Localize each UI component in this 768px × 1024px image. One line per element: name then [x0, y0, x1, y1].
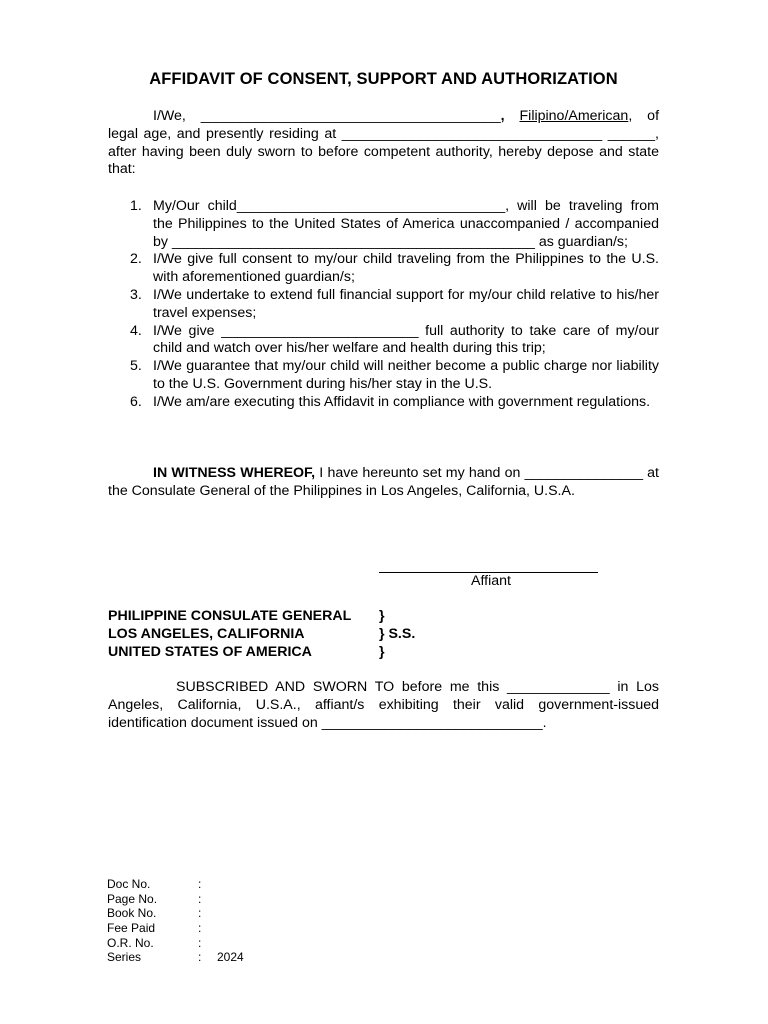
- jurat-date-blank: _____________: [507, 679, 610, 695]
- notarial-colon: :: [198, 935, 202, 950]
- id-issued-blank: ____________________________: [321, 714, 543, 731]
- list-item: [108, 358, 659, 394]
- document-title: AFFIDAVIT OF CONSENT, SUPPORT AND AUTHORIZATION: [149, 70, 618, 88]
- jurat-text: .: [542, 714, 547, 731]
- witness-heading: IN WITNESS WHEREOF,: [153, 465, 316, 481]
- item-number: 4.: [130, 322, 142, 339]
- item-text: as guardian/s;: [534, 233, 628, 250]
- witness-text: I have hereunto set my hand on: [315, 465, 525, 481]
- venue-left: UNITED STATES OF AMERICA: [108, 644, 312, 660]
- notarial-key: O.R. No.: [107, 935, 154, 950]
- venue-right: }: [379, 644, 385, 660]
- list-item: [108, 198, 659, 251]
- notarial-colon: :: [198, 877, 202, 891]
- notarial-key: Series: [107, 950, 142, 965]
- affiant-signature-line: [379, 554, 598, 573]
- item-text: I/We guarantee that my/our child will neither become a public charge nor liability to the U.S. Government during his/her stay in the U.S.: [153, 358, 659, 392]
- item-number: 6.: [130, 393, 142, 410]
- intro-rest: , after having been duly sworn to before competent authority, hereby depose and state that:: [108, 125, 659, 178]
- item-number: 1.: [130, 198, 142, 214]
- authority-blank: _________________________: [221, 322, 419, 339]
- notarial-colon: :: [198, 950, 202, 965]
- venue-left: PHILIPPINE CONSULATE GENERAL: [108, 608, 352, 624]
- affiant-label: Affiant: [471, 573, 511, 589]
- notarial-key: Fee Paid: [107, 921, 156, 936]
- jurat-text: SUBSCRIBED AND SWORN TO before me this: [176, 679, 508, 695]
- item-number: 3.: [130, 286, 142, 303]
- item-text: full authority to take care of my/our child and watch over his/her welfare and health during this trip;: [153, 322, 659, 357]
- list-item: [108, 287, 659, 323]
- notarial-key: Book No.: [107, 906, 157, 921]
- witness-paragraph: [108, 465, 659, 501]
- list-item: [108, 251, 659, 287]
- intro-paragraph: [108, 108, 659, 179]
- venue-right: } S.S.: [379, 626, 416, 642]
- venue-right: }: [379, 608, 385, 624]
- notarial-key: Doc No.: [107, 877, 151, 891]
- nationality-text: Filipino/American: [519, 108, 629, 124]
- witness-text: at the Consulate General of the Philippines in Los Angeles, California, U.S.A.: [108, 465, 659, 499]
- item-number: 2.: [130, 251, 142, 268]
- guardian-blank: ______________________________________________: [171, 233, 535, 250]
- list-item: [108, 323, 659, 359]
- item-text: I/We am/are executing this Affidavit in compliance with government regulations.: [153, 393, 651, 410]
- notarial-value: 2024: [217, 950, 244, 965]
- item-text: My/Our child: [153, 198, 237, 214]
- intro-comma: ,: [500, 108, 520, 124]
- name-blank: ______________________________________: [200, 108, 501, 124]
- item-text: , will be traveling from the Philippines to the United States of America unaccompanied / accompanied by: [153, 198, 659, 250]
- intro-after-nationality: , of legal age, and presently residing at: [108, 108, 660, 142]
- notarial-colon: :: [198, 906, 202, 921]
- item-number: 5.: [130, 358, 142, 375]
- date-blank: _______________: [524, 465, 643, 481]
- notarial-colon: :: [198, 921, 202, 936]
- jurat-text: in Los Angeles, California, U.S.A., affiant/s exhibiting their valid government-issued identification document issued on: [108, 679, 659, 731]
- item-text: I/We undertake to extend full financial support for my/our child relative to his/her travel expenses;: [153, 286, 659, 321]
- intro-lead: I/We,: [153, 108, 201, 124]
- list-item: [108, 394, 659, 412]
- notarial-key: Page No.: [107, 891, 158, 906]
- address-blank: _________________________________ ______: [341, 125, 656, 142]
- child-name-blank: __________________________________: [236, 198, 506, 214]
- venue-left: LOS ANGELES, CALIFORNIA: [108, 626, 305, 642]
- notarial-colon: :: [198, 891, 202, 906]
- jurat-paragraph: [108, 679, 659, 732]
- item-text: I/We give full consent to my/our child traveling from the Philippines to the U.S. with aforementioned guardian/s;: [153, 251, 659, 286]
- statement-list: [108, 198, 659, 412]
- item-text: I/We give: [153, 322, 222, 339]
